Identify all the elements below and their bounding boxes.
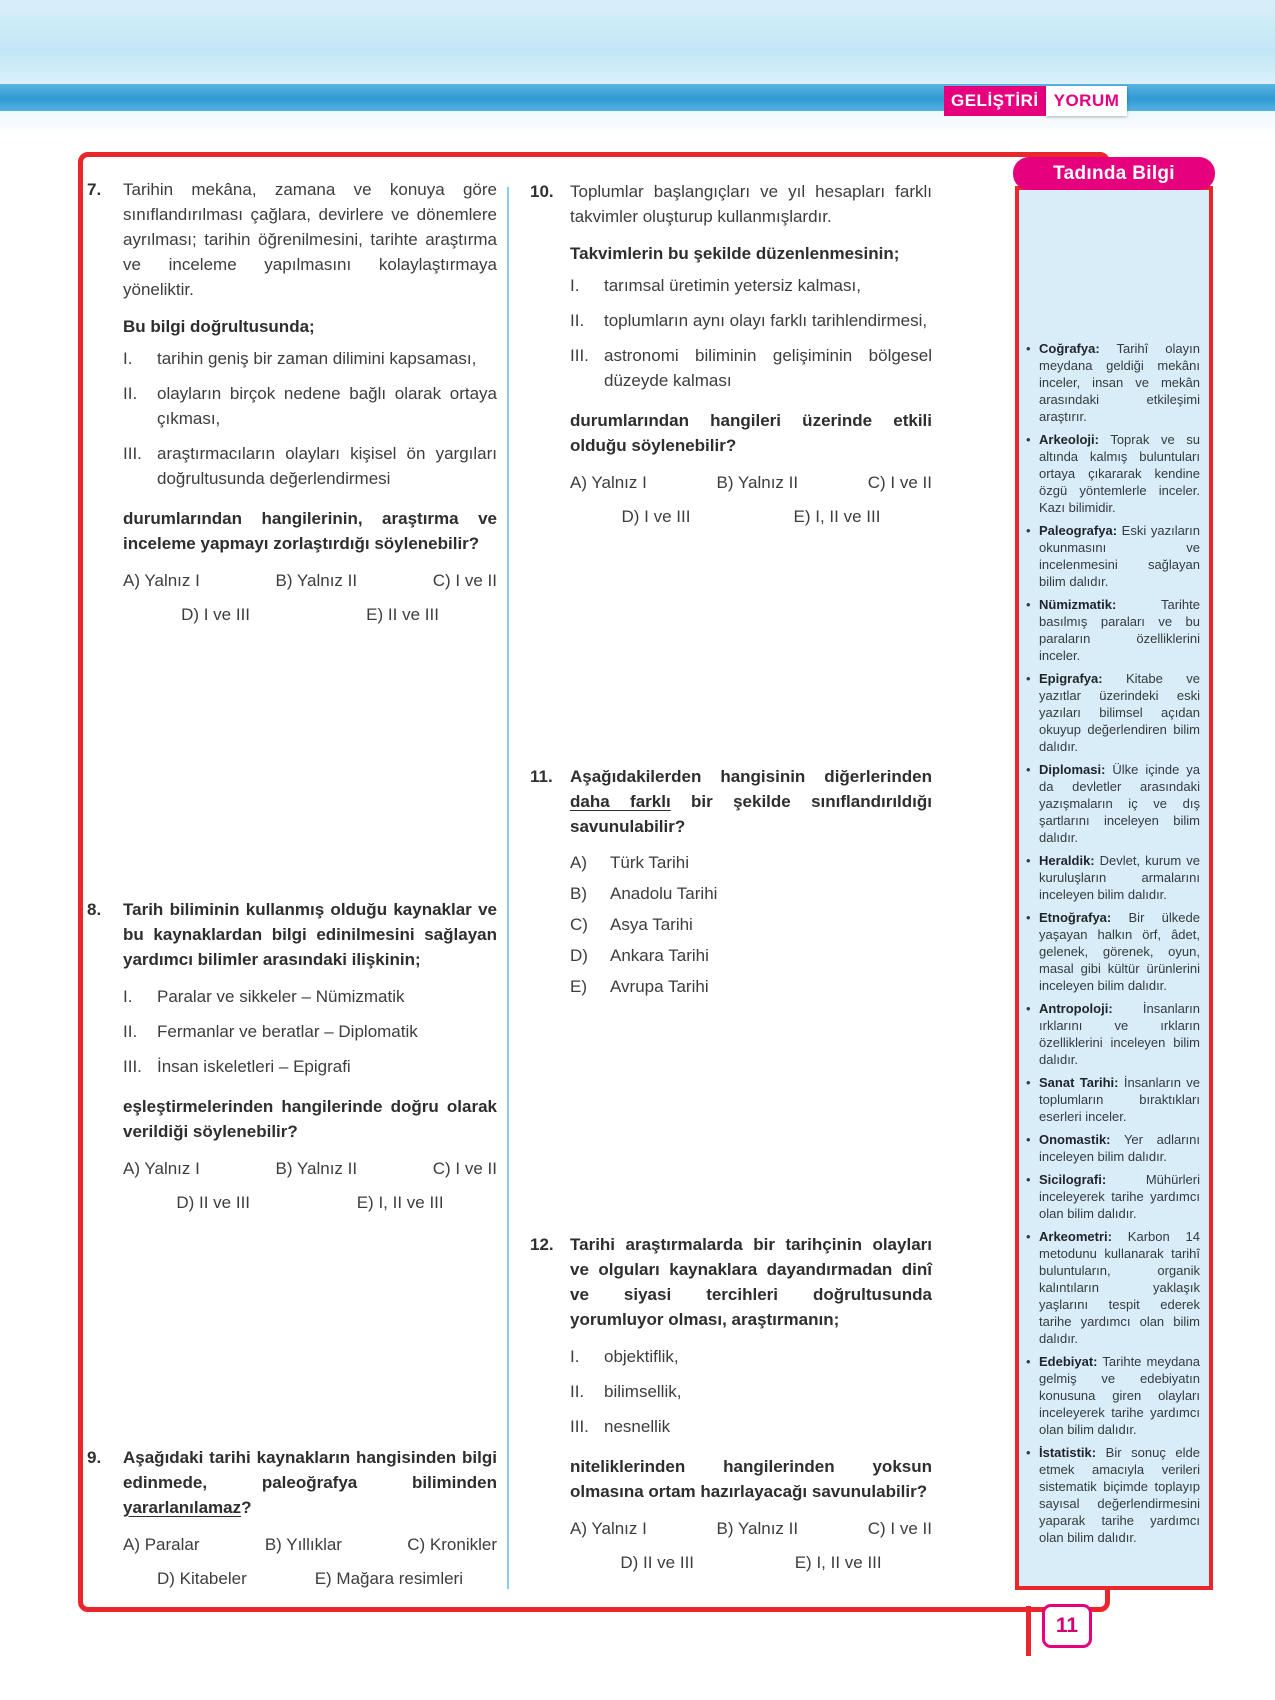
sidebar-item [1026,1000,1200,1068]
question-number: 7. [87,180,102,199]
option-e: E) Mağara resimleri [314,1569,463,1588]
bullet-icon: • [1026,1132,1031,1147]
roman-item: I. tarımsal üretimin yetersiz kalması, [570,276,861,295]
question-closing: durumlarından hangileri üzerinde etkili olduğu söylenebilir? [570,411,932,455]
sidebar-item-list [1019,190,1209,1562]
bullet-icon: • [1026,910,1031,925]
option-a: A) Paralar [123,1535,200,1554]
question-10 [530,179,932,529]
roman-item: II. olayların birçok nedene bağlı olarak ortaya çıkması, [123,384,497,428]
options-row [570,504,932,529]
roman-item: III. İnsan iskeletleri – Epigrafi [123,1057,351,1076]
sidebar-title: Tadında Bilgi [1013,157,1215,190]
bullet-icon: • [1026,341,1031,356]
sidebar-definition: Eski yazıların okunmasını ve incelenmesini sağlayan bilim dalıdır. [1039,523,1200,589]
sidebar-term: Coğrafya: [1039,341,1100,356]
bullet-icon: • [1026,1229,1031,1244]
sidebar-item [1026,852,1200,903]
sidebar-definition: Karbon 14 metodunu kullanarak tarihî buluntuların, organik kalıntıların yaklaşık yaşlarını tespit ederek tarihe yardımcı olan bilim dalıdır. [1039,1229,1200,1346]
option-c: C) I ve II [867,473,932,492]
sidebar-item [1026,1131,1200,1165]
question-stem: Tarih biliminin kullanmış olduğu kaynaklar ve bu kaynaklardan bilgi edinilmesini sağlayan yardımcı bilimler arasındaki ilişkinin; [123,900,497,969]
roman-item: II. toplumların aynı olayı farklı tarihlendirmesi, [570,311,928,330]
options-row [123,602,497,627]
question-lead: Bu bilgi doğrultusunda; [123,317,315,336]
option-a: A) Yalnız I [570,1519,647,1538]
bullet-icon: • [1026,1445,1031,1460]
roman-item: II. Fermanlar ve beratlar – Diplomatik [123,1022,418,1041]
bullet-icon: • [1026,1075,1031,1090]
sidebar-item [1026,761,1200,846]
sidebar-term: Diplomasi: [1039,762,1106,777]
question-number: 8. [87,900,102,919]
question-stem: Aşağıdakilerden hangisinin diğerlerinden daha farklı bir şekilde sınıflandırıldığı savunulabilir? [570,767,932,836]
question-11 [530,764,932,1006]
option-b: B) Anadolu Tarihi [570,884,718,903]
option-d: D) II ve III [176,1193,251,1212]
sidebar-item [1026,340,1200,425]
sidebar-definition: Tarihî olayın meydana geldiği mekânı inceler, insan ve mekân arasındaki etkileşimi araştırır. [1039,341,1200,424]
sidebar-item [1026,1353,1200,1438]
brand-logo [944,86,1127,116]
bullet-icon: • [1026,762,1031,777]
question-number: 10. [530,182,554,201]
question-7 [87,177,497,627]
bullet-icon: • [1026,671,1031,686]
bullet-icon: • [1026,523,1031,538]
question-number: 12. [530,1235,554,1254]
sidebar-item [1026,1444,1200,1546]
sidebar-definition: Toprak ve su altında kalmış buluntuları ortaya çıkararak kendine özgü yöntemlerle inceler. Kazı bilimidir. [1039,432,1200,515]
question-intro: Tarihin mekâna, zamana ve konuya göre sınıflandırılması çağlara, devirlere ve dönemlere ayrılması; tarihin öğrenilmesini, tarihte araştırma ve inceleme yapılmasını kolaylaştırmaya yöneliktir. [123,180,497,299]
bullet-icon: • [1026,432,1031,447]
options-row [570,1516,932,1541]
option-c: C) I ve II [867,1519,932,1538]
question-9 [87,1445,497,1591]
sidebar-definition: Mühürleri inceleyerek tarihe yardımcı olan bilim dalıdır. [1039,1172,1200,1221]
option-d: D) I ve III [181,605,251,624]
question-number: 11. [530,767,553,786]
page-number: 11 [1042,1604,1092,1648]
bullet-icon: • [1026,1354,1031,1369]
option-e: E) Avrupa Tarihi [570,977,709,996]
sidebar-term: Arkeometri: [1039,1229,1112,1244]
brand-gelistiri: GELİŞTİRİ [944,86,1046,116]
sidebar-item [1026,670,1200,755]
sidebar-item [1026,1171,1200,1222]
question-closing: niteliklerinden hangilerinden yoksun olmasına ortam hazırlayacağı savunulabilir? [570,1457,932,1501]
sidebar-term: İstatistik: [1039,1445,1097,1460]
column-divider [507,187,509,1589]
roman-item: I. tarihin geniş bir zaman dilimini kapsaması, [123,349,477,368]
option-a: A) Yalnız I [123,571,200,590]
question-8 [87,897,497,1215]
sidebar-item [1026,909,1200,994]
option-a: A) Yalnız I [570,473,647,492]
sidebar-item [1026,522,1200,590]
sidebar-term: Etnoğrafya: [1039,910,1112,925]
question-12 [530,1232,932,1575]
option-b: B) Yalnız II [716,1519,799,1538]
options-row [570,470,932,495]
bullet-icon: • [1026,597,1031,612]
brand-yorum: YORUM [1046,86,1128,116]
options-row [123,1532,497,1557]
question-intro: Toplumlar başlangıçları ve yıl hesapları farklı takvimler oluşturup kullanmışlardır. [570,182,932,226]
underlined-text: daha farklı [570,792,671,811]
underlined-text: yararlanılamaz [123,1498,242,1517]
sidebar-definition: İnsanların ve toplumların bıraktıkları eserleri inceler. [1039,1075,1200,1124]
option-c: C) Kronikler [407,1535,497,1554]
sidebar-term: Paleografya: [1039,523,1118,538]
bullet-icon: • [1026,1001,1031,1016]
question-closing: durumlarından hangilerinin, araştırma ve inceleme yapmayı zorlaştırdığı söylenebilir? [123,509,497,553]
question-stem: Aşağıdaki tarihi kaynakların hangisinden bilgi edinmede, paleoğrafya biliminden yararlanılamaz? [123,1448,497,1517]
roman-item: II. bilimsellik, [570,1382,682,1401]
options-list [570,851,932,999]
options-row [123,568,497,593]
sidebar-definition: Bir sonuç elde etmek amacıyla verileri sistematik biçimde toplayıp sayısal değerlendirmesini yaparak tarihe yardımcı olan bilim dalıdır. [1039,1445,1200,1545]
options-row [123,1190,497,1215]
option-c: C) I ve II [432,1159,497,1178]
option-e: E) I, II ve III [356,1193,444,1212]
option-a: A) Yalnız I [123,1159,200,1178]
option-b: B) Yıllıklar [264,1535,342,1554]
sidebar-definition: İnsanların ırklarını ve ırkların özelliklerini inceleyen bilim dalıdır. [1039,1001,1200,1067]
sidebar-term: Arkeoloji: [1039,432,1099,447]
question-number: 9. [87,1448,102,1467]
sidebar-definition: Ülke içinde ya da devletler arasındaki yazışmaların iç ve dış şartlarını inceleyen bilim dalıdır. [1039,762,1200,845]
question-closing: eşleştirmelerinden hangilerinde doğru olarak verildiği söylenebilir? [123,1097,497,1141]
roman-item: III. nesnellik [570,1417,671,1436]
option-b: B) Yalnız II [716,473,799,492]
option-e: E) I, II ve III [793,507,881,526]
question-stem: Tarihi araştırmalarda bir tarihçinin olayları ve olguları kaynaklara dayandırmadan dinî ve siyasi tercihleri doğrultusunda yorumluyor olması, araştırmanın; [570,1235,932,1329]
option-c: C) Asya Tarihi [570,915,693,934]
options-row [123,1156,497,1181]
option-b: B) Yalnız II [275,1159,358,1178]
option-a: A) Türk Tarihi [570,853,690,872]
options-row [123,1566,497,1591]
sidebar-definition: Bir ülkede yaşayan halkın örf, âdet, gelenek, görenek, oyun, masal gibi kültür ürünlerini inceleyen bilim dalıdır. [1039,910,1200,993]
sidebar-item [1026,431,1200,516]
sidebar-definition: Kitabe ve yazıtlar üzerindeki eski yazıları bilimsel açıdan okuyup değerlendiren bilim dalıdır. [1039,671,1200,754]
option-d: D) II ve III [620,1553,695,1572]
option-d: D) Ankara Tarihi [570,946,709,965]
option-d: D) I ve III [621,507,691,526]
bullet-icon: • [1026,1172,1031,1187]
sidebar-term: Heraldik: [1039,853,1095,868]
roman-item: I. Paralar ve sikkeler – Nümizmatik [123,987,405,1006]
sidebar-item [1026,1074,1200,1125]
option-b: B) Yalnız II [275,571,358,590]
sidebar-definition: Tarihte meydana gelmiş ve edebiyatın konusuna giren olayları inceleyerek tarihe yardımcı olan bilim dalıdır. [1039,1354,1200,1437]
questions-panel [78,152,1110,1612]
sidebar-term: Sicilografi: [1039,1172,1107,1187]
sidebar-definition: Yer adlarını inceleyen bilim dalıdır. [1039,1132,1200,1164]
options-row [570,1550,932,1575]
sidebar-term: Antropoloji: [1039,1001,1113,1016]
sidebar-definition: Tarihte basılmış paraları ve bu paraların özelliklerini inceler. [1039,597,1200,663]
option-c: C) I ve II [432,571,497,590]
sidebar-panel [1015,186,1213,1590]
roman-item: III. astronomi biliminin gelişiminin bölgesel düzeyde kalması [570,346,932,390]
option-d: D) Kitabeler [156,1569,247,1588]
question-lead: Takvimlerin bu şekilde düzenlenmesinin; [570,244,900,263]
sidebar-term: Nümizmatik: [1039,597,1117,612]
sidebar-term: Onomastik: [1039,1132,1111,1147]
roman-item: III. araştırmacıların olayları kişisel ön yargıları doğrultusunda değerlendirmesi [123,444,497,488]
roman-item: I. objektiflik, [570,1347,679,1366]
page-number-tick [1026,1606,1031,1656]
sidebar-item [1026,596,1200,664]
option-e: E) I, II ve III [794,1553,882,1572]
sidebar-term: Sanat Tarihi: [1039,1075,1119,1090]
sidebar-term: Edebiyat: [1039,1354,1098,1369]
sidebar-definition: Devlet, kurum ve kuruluşların armalarını inceleyen bilim dalıdır. [1039,853,1200,902]
sidebar-item [1026,1228,1200,1347]
option-e: E) II ve III [366,605,439,624]
bullet-icon: • [1026,853,1031,868]
sidebar-term: Epigrafya: [1039,671,1103,686]
